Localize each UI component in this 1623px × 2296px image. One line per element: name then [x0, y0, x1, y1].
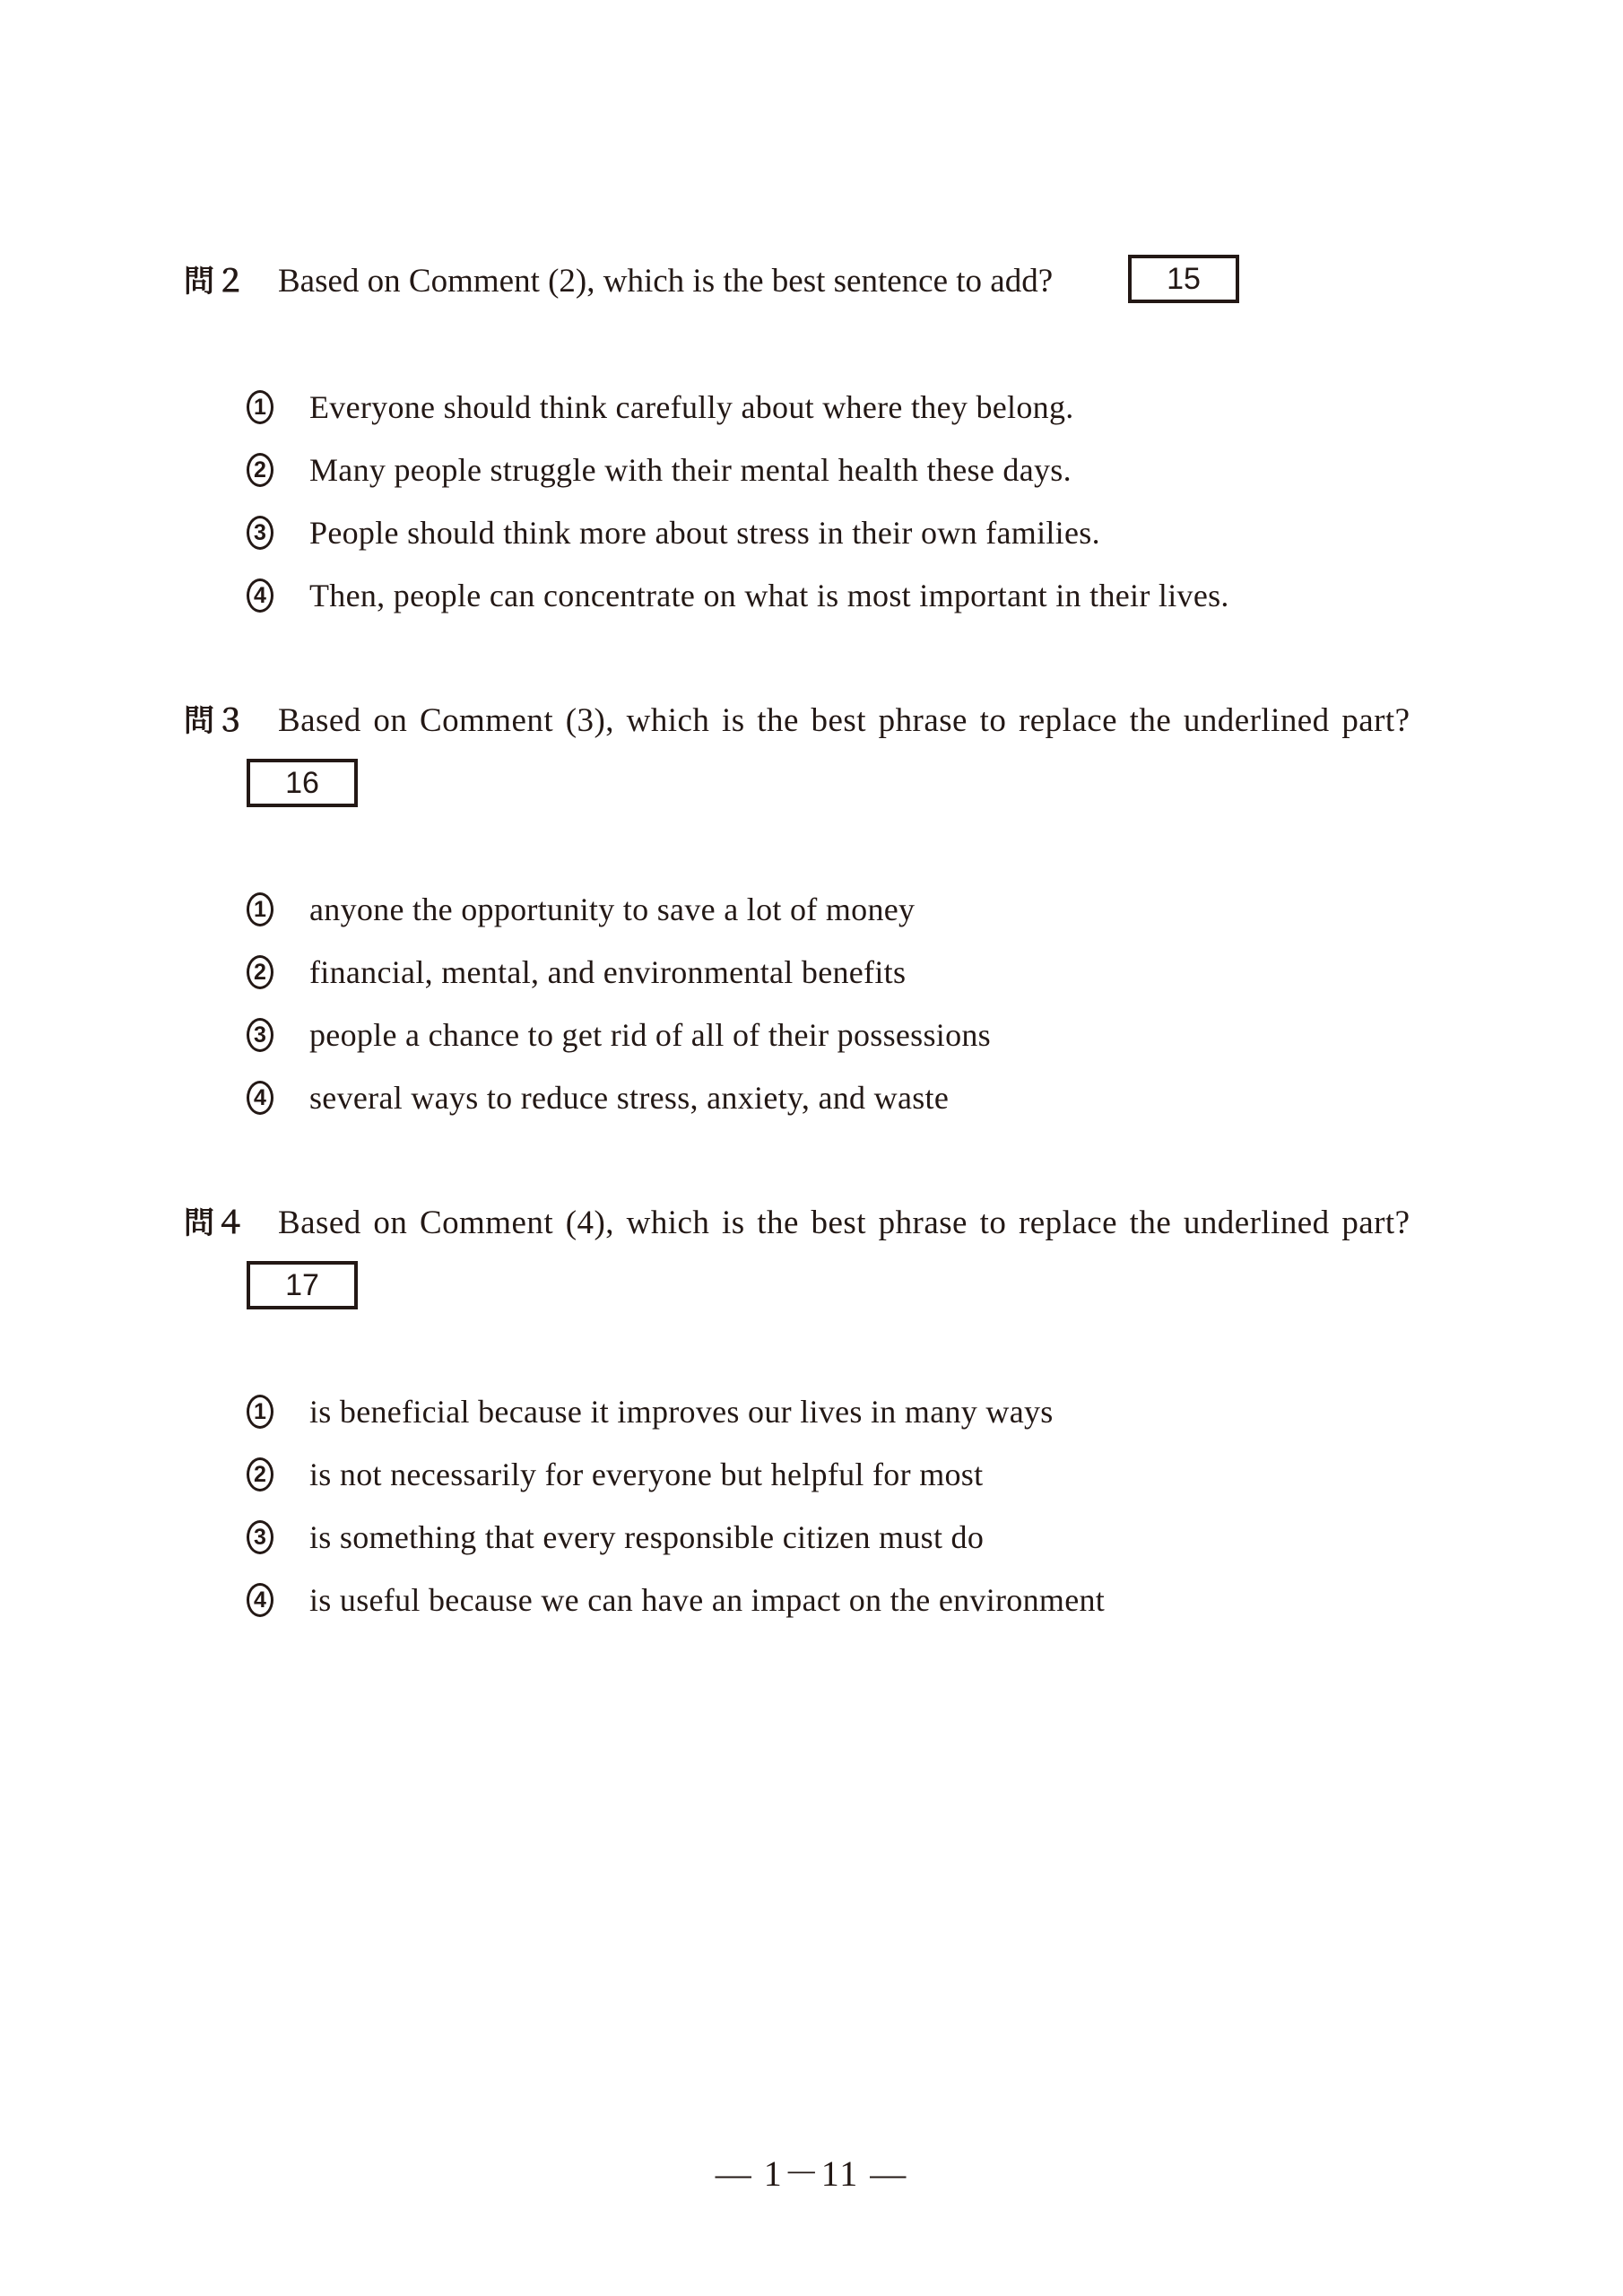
circled-number-1-icon: 1	[247, 390, 273, 424]
option-text: Everyone should think carefully about where they belong.	[309, 389, 1074, 425]
circled-number-3-icon: 3	[247, 516, 273, 550]
answer-box: 15	[1128, 255, 1239, 303]
circled-number-3-icon: 3	[247, 1018, 273, 1052]
answer-box: 16	[247, 759, 358, 807]
option-text: people a chance to get rid of all of their possessions	[309, 1017, 991, 1053]
option-text: is beneficial because it improves our lives in many ways	[309, 1394, 1054, 1430]
circled-number-2-icon: 2	[247, 453, 273, 487]
circled-number-3-icon: 3	[247, 1520, 273, 1554]
option-text: People should think more about stress in their own families.	[309, 515, 1100, 551]
circled-number-4-icon: 4	[247, 1081, 273, 1115]
circled-number-2-icon: 2	[247, 1457, 273, 1492]
question-text: Based on Comment (3), which is the best phrase to replace the underlined part?	[278, 702, 1410, 739]
page-number: — 1－11 —	[715, 2153, 908, 2194]
option-text: Many people struggle with their mental health these days.	[309, 452, 1072, 488]
option-text: anyone the opportunity to save a lot of money	[309, 891, 916, 927]
option-text: several ways to reduce stress, anxiety, and waste	[309, 1080, 950, 1116]
question-text: Based on Comment (4), which is the best phrase to replace the underlined part?	[278, 1205, 1410, 1241]
option-text: is not necessarily for everyone but helpful for most	[309, 1457, 984, 1492]
question-number: 問３	[184, 703, 247, 739]
answer-box: 17	[247, 1261, 358, 1309]
circled-number-2-icon: 2	[247, 955, 273, 989]
circled-number-1-icon: 1	[247, 1395, 273, 1429]
option-text: Then, people can concentrate on what is most important in their lives.	[309, 578, 1229, 613]
option-text: is something that every responsible citizen must do	[309, 1519, 985, 1555]
circled-number-4-icon: 4	[247, 578, 273, 613]
question-number: 問２	[184, 264, 247, 300]
circled-number-4-icon: 4	[247, 1583, 273, 1617]
question-number: 問４	[184, 1205, 247, 1241]
option-text: is useful because we can have an impact on the environment	[309, 1582, 1106, 1618]
circled-number-1-icon: 1	[247, 892, 273, 926]
option-text: financial, mental, and environmental benefits	[309, 954, 907, 990]
question-text: Based on Comment (2), which is the best sentence to add?	[278, 263, 1054, 300]
